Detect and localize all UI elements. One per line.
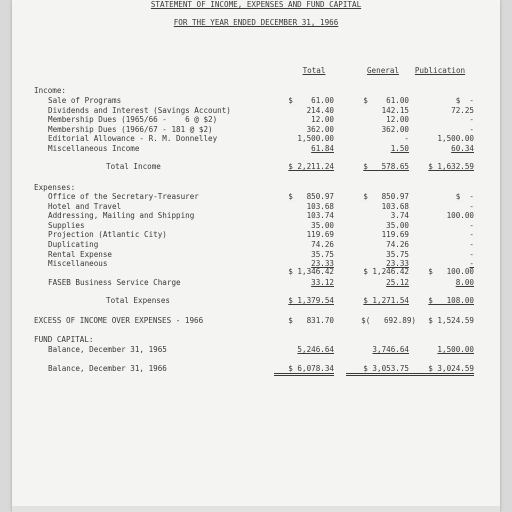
page-bottom-edge xyxy=(12,506,500,512)
expense-row-label: Addressing, Mailing and Shipping xyxy=(48,211,195,221)
total-expenses-general: $ 1,271.54 xyxy=(363,296,409,305)
expense-row-general: 23.33 xyxy=(386,259,409,269)
balance-1966-publication: $ 3,024.59 xyxy=(408,364,474,376)
expenses-heading: Expenses: xyxy=(34,183,76,192)
column-header-total: Total xyxy=(302,66,326,75)
income-row-total: 362.00 xyxy=(306,124,334,134)
balance-1965-general: 3,746.64 xyxy=(372,345,409,354)
statement-subtitle: FOR THE YEAR ENDED DECEMBER 31, 1966 xyxy=(173,18,339,27)
expense-row-label: Duplicating xyxy=(48,240,99,249)
expense-row-total: 35.75 xyxy=(311,249,334,259)
total-expenses-label: Total Expenses xyxy=(106,296,171,305)
income-row-total: $ 61.00 xyxy=(288,96,334,105)
income-row-general: - xyxy=(404,134,409,144)
income-row-general: 142.15 xyxy=(381,105,409,115)
statement-title: STATEMENT OF INCOME, EXPENSES AND FUND CAPITAL xyxy=(150,0,362,9)
balance-1965-label: Balance, December 31, 1965 xyxy=(48,345,167,354)
expense-row-label: Office of the Secretary-Treasurer xyxy=(48,192,199,201)
faseb-general: 25.12 xyxy=(386,278,409,287)
expense-row-publication: - xyxy=(469,259,474,269)
expense-row-total: 103.68 xyxy=(306,201,334,211)
expense-row-publication: - xyxy=(469,230,474,240)
income-row-label: Editorial Allowance - R. M. Donnelley xyxy=(48,134,218,144)
expense-row-publication: $ - xyxy=(455,192,474,201)
expense-row-total: $ 850.97 xyxy=(288,192,334,201)
income-row-general: $ 61.00 xyxy=(363,96,409,105)
income-row-label: Membership Dues (1966/67 - 181 @ $2) xyxy=(48,124,213,134)
balance-1965-publication: 1,500.00 xyxy=(437,345,474,354)
income-row-label: Dividends and Interest (Savings Account) xyxy=(48,105,231,115)
column-header-publication: Publication xyxy=(414,66,466,75)
total-expenses-total: $ 1,379.54 xyxy=(288,296,334,305)
expense-row-label: Supplies xyxy=(48,220,85,230)
income-row-publication: 1,500.00 xyxy=(437,134,474,144)
balance-1966-label: Balance, December 31, 1966 xyxy=(48,364,167,373)
balance-1966-general: $ 3,053.75 xyxy=(346,364,409,376)
income-row-general: 1.50 xyxy=(390,144,409,153)
excess-total: $ 831.70 xyxy=(288,316,334,325)
expense-row-total: 35.00 xyxy=(311,220,334,230)
income-row-publication: $ - xyxy=(455,96,474,105)
faseb-total: 33.12 xyxy=(311,278,334,287)
income-row-total: 214.40 xyxy=(306,105,334,115)
expense-row-publication: - xyxy=(469,249,474,259)
total-income-label: Total Income xyxy=(106,162,161,171)
income-row-publication: 60.34 xyxy=(451,144,474,153)
expense-row-general: 74.26 xyxy=(386,240,409,249)
total-income-publication: $ 1,632.59 xyxy=(428,162,474,171)
balance-1966-total: $ 6,078.34 xyxy=(274,364,334,376)
excess-label: EXCESS OF INCOME OVER EXPENSES - 1966 xyxy=(34,316,204,325)
income-row-publication: - xyxy=(469,124,474,134)
expense-row-general: 35.00 xyxy=(386,220,409,230)
expenses-subtotal-publication: $ 100.00 xyxy=(428,267,474,276)
expenses-subtotal-total: $ 1,346.42 xyxy=(288,267,334,276)
excess-publication: $ 1,524.59 xyxy=(428,316,474,325)
income-row-total: 12.00 xyxy=(311,115,334,125)
income-row-label: Miscellaneous Income xyxy=(48,144,140,153)
expense-row-general: 103.68 xyxy=(381,201,409,211)
total-expenses-publication: $ 108.00 xyxy=(428,296,474,305)
income-row-total: 61.84 xyxy=(311,144,334,153)
excess-general: $( 692.89) xyxy=(361,316,416,325)
income-heading: Income: xyxy=(34,86,67,95)
expense-row-total: 103.74 xyxy=(306,211,334,221)
expense-row-general: 35.75 xyxy=(386,249,409,259)
total-income-general: $ 578.65 xyxy=(363,162,409,171)
income-row-publication: - xyxy=(469,115,474,125)
income-row-label: Sale of Programs xyxy=(48,96,122,105)
document-page xyxy=(12,0,500,512)
income-row-total: 1,500.00 xyxy=(297,134,334,144)
expense-row-publication: - xyxy=(469,240,474,249)
income-row-publication: 72.25 xyxy=(451,105,474,115)
expense-row-total: 23.33 xyxy=(311,259,334,269)
expense-row-label: Hotel and Travel xyxy=(48,201,122,211)
income-row-general: 12.00 xyxy=(386,115,409,125)
income-row-general: 362.00 xyxy=(381,124,409,134)
expense-row-total: 74.26 xyxy=(311,240,334,249)
expense-row-publication: - xyxy=(469,220,474,230)
expense-row-publication: 100.00 xyxy=(446,211,474,221)
column-header-general: General xyxy=(366,66,399,75)
faseb-label: FASEB Business Service Charge xyxy=(48,278,181,287)
income-row-label: Membership Dues (1965/66 - 6 @ $2) xyxy=(48,115,218,125)
expense-row-label: Projection (Atlantic City) xyxy=(48,230,167,240)
expense-row-general: 3.74 xyxy=(390,211,409,221)
fund-capital-heading: FUND CAPITAL: xyxy=(34,335,94,344)
expenses-subtotal-general: $ 1,246.42 xyxy=(363,267,409,276)
expense-row-general: $ 850.97 xyxy=(363,192,409,201)
expense-row-label: Miscellaneous xyxy=(48,259,108,269)
expense-row-total: 119.69 xyxy=(306,230,334,240)
balance-1965-total: 5,246.64 xyxy=(297,345,334,354)
expense-row-publication: - xyxy=(469,201,474,211)
expense-row-label: Rental Expense xyxy=(48,249,113,259)
expense-row-general: 119.69 xyxy=(381,230,409,240)
faseb-publication: 8.00 xyxy=(455,278,474,287)
total-income-total: $ 2,211.24 xyxy=(288,162,334,171)
